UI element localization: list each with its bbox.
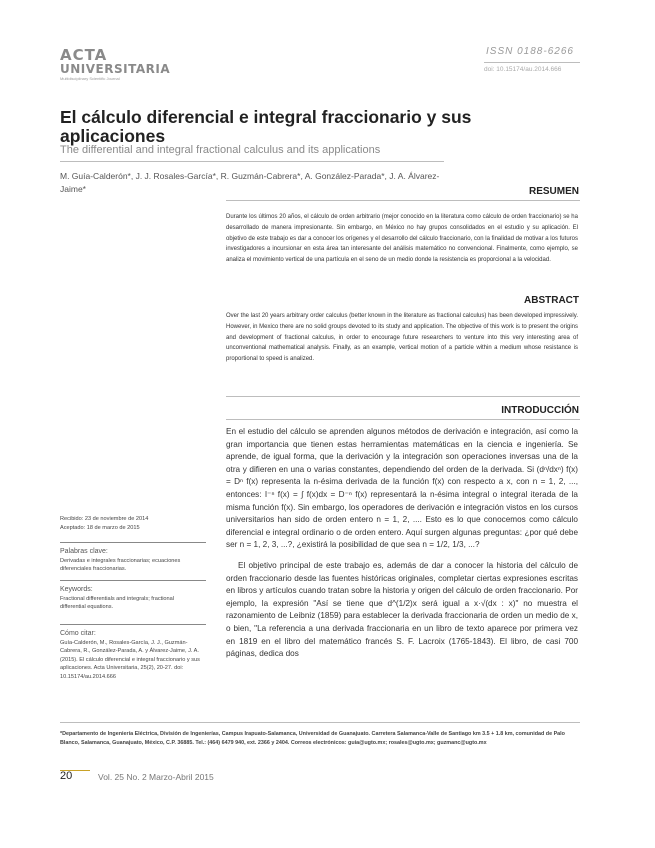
issn: ISSN 0188-6266	[486, 46, 574, 57]
accepted-date: Aceptado: 18 de marzo de 2015	[60, 524, 140, 531]
header-divider	[484, 62, 580, 63]
keywords-es: Derivadas e integrales fraccionarias; ecuaciones diferenciales fraccionarias.	[60, 557, 181, 573]
author-list: M. Guía-Calderón*, J. J. Rosales-García*, R. Guzmán-Cabrera*, A. González-Parada*, J. A. Álvarez-Jaime*	[60, 171, 440, 194]
keywords-en-block	[60, 586, 200, 612]
abstract-body: Over the last 20 years arbitrary order calculus (better known in the literature as fractional calculus) has been developed impressively. However, in Mexico there are no solid groups devoted to its study and application. The objective of this work is to present the origins and development of fractional calculus, in order to encourage future researchers to venture into this very interesting area of unconventional mathematical analysis. Finally, as an example, vertical motion of a particle within a medium whose resistance is proportional to speed is analized.	[226, 313, 578, 363]
page-number: 20	[60, 770, 73, 782]
resumen-divider	[226, 200, 580, 201]
abstract-heading: ABSTRACT	[524, 295, 579, 306]
intro-paragraph-1: En el estudio del cálculo se aprenden algunos métodos de derivación e integración, así como la gran importancia que tienen estas herramientas matemáticas en la ciencia e ingeniería. Se aprende, de igual forma, que la derivación y la integración son operaciones inversas una de la otra y difieren en una o varias constantes, dependiendo del orden de la derivada. Si (dⁿ/dxⁿ) f(x) = Dⁿ f(x) representa la n-ésima derivada de la función f(x) con respecto a x, con n = 1, 2, ..., entonces: I⁻ⁿ f(x) = ∫ f(x)dx = D⁻ⁿ f(x) representará la n-ésima integral o integral iterada de la misma función f(x). Sin embargo, los operadores de derivación e integración vistos en los cursos universitarios han sido de orden entero n = 1, 2, .... Esto es lo que conocemos como cálculo diferencial e integral ordinario o de orden entero. Aquí surgen algunas preguntas: ¿por qué debe ser n = 1, 2, 3, ...?, ¿existirá la posibilidad de que sea n = 1/2, 1/3, ...?	[226, 427, 578, 550]
introduccion-divider	[226, 419, 580, 420]
received-date: Recibido: 23 de noviembre de 2014	[60, 516, 149, 522]
article-title: El cálculo diferencial e integral fraccionario y sus aplicaciones	[60, 107, 472, 146]
resumen-heading: RESUMEN	[528, 186, 579, 197]
logo-tagline: Multidisciplinary Scientific Journal	[60, 76, 120, 81]
sidebar-divider	[60, 580, 206, 581]
sidebar-divider	[60, 542, 206, 543]
introduccion-heading: INTRODUCCIÓN	[501, 405, 579, 416]
abstract-divider	[226, 396, 580, 397]
citation-label: Cómo citar:	[60, 630, 96, 637]
introduccion-body	[226, 426, 578, 669]
dates-block	[60, 515, 200, 532]
keywords-en-label: Keywords:	[60, 586, 93, 593]
journal-logo	[60, 46, 171, 81]
footnote-divider	[60, 722, 580, 723]
logo-line-2: UNIVERSITARIA	[60, 62, 171, 76]
article-subtitle: The differential and integral fractional calculus and its applications	[60, 144, 381, 156]
running-footer: Vol. 25 No. 2 Marzo-Abril 2015	[98, 772, 214, 782]
keywords-en: Fractional differentials and integrals; fractional differential equations.	[60, 595, 175, 611]
keywords-es-block	[60, 548, 200, 574]
logo-line-1: ACTA	[60, 46, 108, 64]
doi[interactable]: doi: 10.15174/au.2014.666	[484, 66, 562, 73]
citation-text: Guía-Calderón, M., Rosales-García, J. J., Guzmán-Cabrera, R., González-Parada, A. y Álvarez-Jaime, J. A. (2015). El cálculo diferencial e integral fraccionario y sus aplicaciones. Acta Universitaria, 25(2), 20-27. doi: 10.15174/au.2014.666	[60, 639, 200, 680]
intro-paragraph-2: El objetivo principal de este trabajo es, además de dar a conocer la historia del cálculo de orden fraccionario desde las fuentes históricas originales, completar ciertas expresiones escritas en libros y artículos cuando tratan sobre la historia y origen del cálculo de orden fraccionario. Por ejemplo, la expresión "Así se tiene que d^(1/2)x será igual a x·√(dx : x)" no muestra el razonamiento de Leibniz (1859) para establecer la derivada fraccionaria de orden un medio de x, o bien, "La referencia a una derivada fraccionaria en un libro de texto aparece por primera vez en 1819 en el libro del matemático francés S. F. Lacroix (1765-1843). El libro, de casi 700 páginas, dedica dos	[226, 560, 578, 659]
citation-block	[60, 630, 200, 682]
title-divider	[60, 161, 444, 162]
sidebar-divider	[60, 624, 206, 625]
author-affiliation-footnote: *Departamento de Ingeniería Eléctrica, División de Ingenierías, Campus Irapuato-Salamanca, Universidad de Guanajuato. Carretera Salamanca-Valle de Santiago km 3.5 + 1.8 km, comunidad de Palo Blanco, Salamanca, Guanajuato, México, C.P. 36885. Tel.: (464) 6479 940, ext. 2366 y 2404. Correos electrónicos: guia@ugto.mx; rosales@ugto.mx; guzmanc@ugto.mx	[60, 731, 565, 746]
resumen-body: Durante los últimos 20 años, el cálculo de orden arbitrario (mejor conocido en la literatura como cálculo de orden fraccionario) se ha desarrollado de manera impresionante. Sin embargo, en México no hay grupos consolidados en el estudio y su aplicación. El objetivo de este trabajo es dar a conocer los orígenes y el desarrollo del cálculo fraccionario, con la finalidad de motivar a los futuros investigadores a incursionar en esta área tan interesante del análisis matemático no convencional. Finalmente, como ejemplo, se analiza el movimiento vertical de una partícula en el seno de un medio donde la resistencia es proporcional a la velocidad.	[226, 214, 578, 264]
keywords-es-label: Palabras clave:	[60, 548, 108, 555]
